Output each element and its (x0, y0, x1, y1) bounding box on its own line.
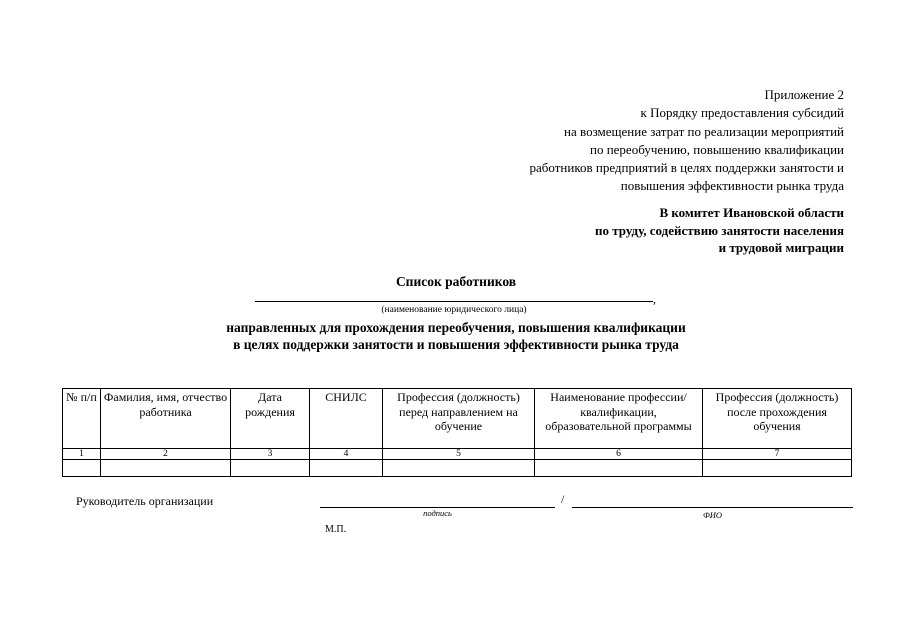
table-cell[interactable] (383, 460, 535, 477)
subtitle-line: направленных для прохождения переобучения, повышения квалификации (226, 320, 686, 335)
table-cell[interactable] (231, 460, 310, 477)
annex-line: работников предприятий в целях поддержки занятости и (529, 160, 844, 176)
column-number: 1 (63, 449, 101, 460)
organization-name-caption: (наименование юридического лица) (381, 305, 527, 315)
table-cell[interactable] (101, 460, 231, 477)
header-profession-after: Профессия (должность) после прохождения обучения (703, 389, 852, 449)
recipient-block (595, 204, 844, 257)
stamp-placeholder: М.П. (325, 524, 347, 535)
header-snils: СНИЛС (310, 389, 383, 449)
annex-line: повышения эффективности рынка труда (620, 178, 844, 194)
document-subtitle (0, 319, 905, 353)
table-cell[interactable] (703, 460, 852, 477)
header-program-name: Наименование профессии/квалификации, образовательной программы (535, 389, 703, 449)
table-column-numbers-row (63, 449, 852, 460)
column-number: 7 (703, 449, 852, 460)
header-full-name: Фамилия, имя, отчество работника (101, 389, 231, 449)
table-cell[interactable] (535, 460, 703, 477)
annex-block (530, 86, 844, 196)
table-header-row (63, 389, 852, 449)
annex-line: по переобучению, повышению квалификации (590, 141, 844, 157)
table-row (63, 460, 852, 477)
table-cell[interactable] (310, 460, 383, 477)
organization-name-line (255, 288, 653, 302)
document-title: Список работников (395, 274, 517, 289)
annex-line: Приложение 2 (764, 87, 844, 102)
subtitle-line: в целях поддержки занятости и повышения эффективности рынка труда (233, 337, 679, 352)
annex-line: к Порядку предоставления субсидий (640, 105, 844, 121)
column-number: 4 (310, 449, 383, 460)
header-profession-before: Профессия (должность) перед направлением на обучение (383, 389, 535, 449)
employees-table (62, 388, 852, 477)
organization-comma: , (653, 292, 656, 306)
signature-separator: / (561, 492, 565, 506)
annex-line: на возмещение затрат по реализации мероприятий (564, 123, 844, 139)
header-number: № п/п (63, 389, 101, 449)
recipient-line: В комитет Ивановской области (659, 205, 844, 220)
full-name-caption: ФИО (702, 510, 723, 520)
signature-caption: подпись (423, 508, 452, 518)
table-cell[interactable] (63, 460, 101, 477)
column-number: 2 (101, 449, 231, 460)
header-birth-date: Дата рождения (231, 389, 310, 449)
column-number: 5 (383, 449, 535, 460)
recipient-line: по труду, содействию занятости населения (594, 222, 844, 238)
recipient-line: и трудовой миграции (718, 240, 844, 256)
full-name-line (572, 507, 853, 508)
column-number: 3 (231, 449, 310, 460)
column-number: 6 (535, 449, 703, 460)
signature-label: Руководитель организации (76, 494, 214, 508)
